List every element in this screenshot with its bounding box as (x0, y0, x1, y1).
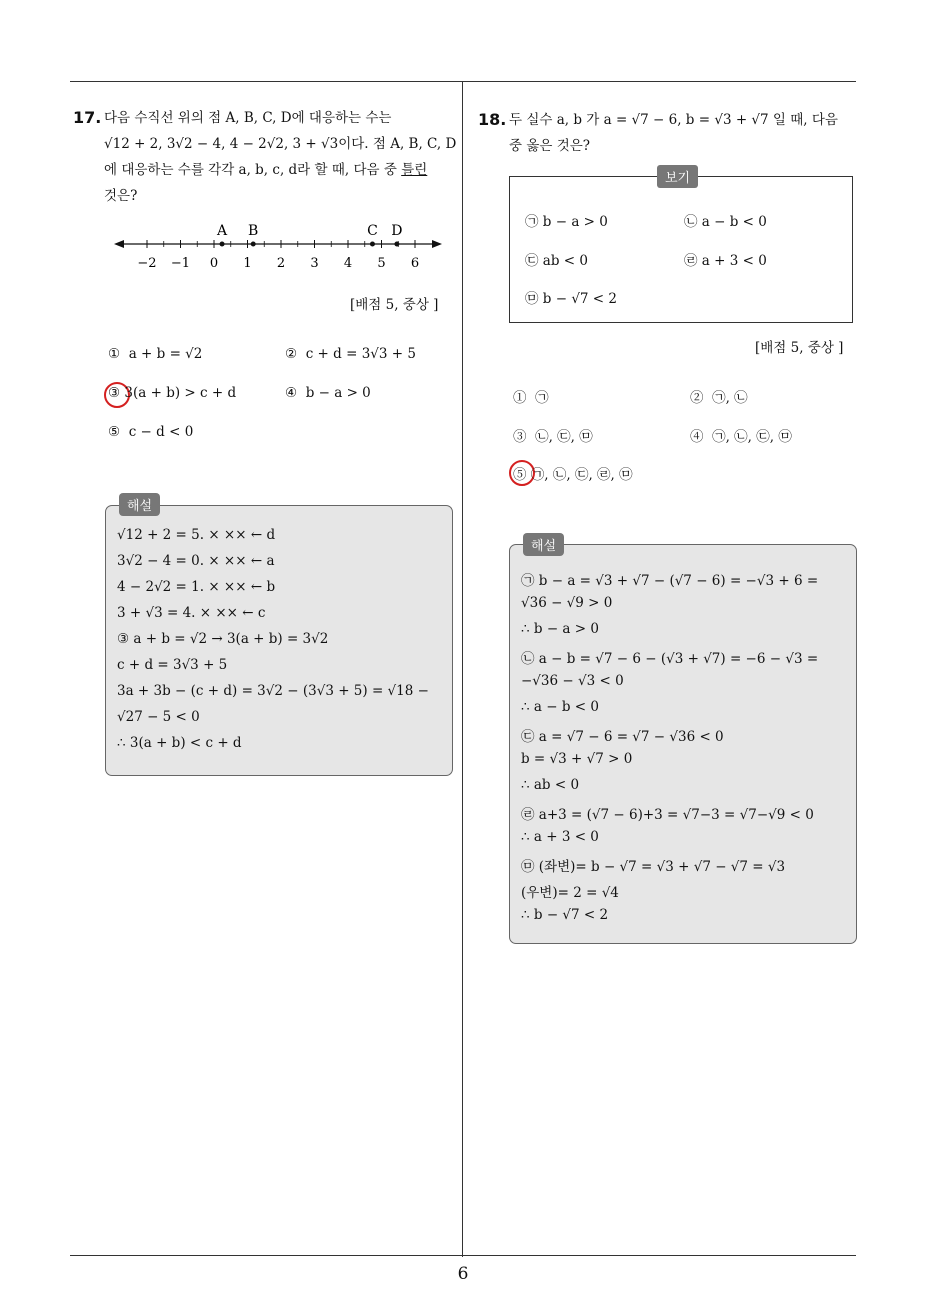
question-17-line-2: √12 + 2, 3√2 − 4, 4 − 2√2, 3 + √3이다. 점 A, B, C, D (104, 136, 457, 152)
q18-choice-2-text: ㉠, ㉡ (712, 390, 748, 406)
number-line-tick-label: 5 (377, 256, 386, 271)
number-line-point (251, 242, 256, 247)
q17-choice-5-num: ⑤ (108, 424, 121, 440)
q18-solution-tag: 해설 (523, 533, 564, 556)
q17-choice-4-text: b − a > 0 (305, 385, 371, 401)
q17-choice-4[interactable] (285, 385, 371, 401)
number-line-left-arrow (114, 240, 124, 248)
q17-solution-line-3: 4 − 2√2 = 1. × ×× ← b (117, 579, 276, 595)
question-18-line-2: 중 옳은 것은? (509, 138, 591, 154)
q17-choice-3[interactable] (108, 385, 236, 401)
q17-choice-1[interactable] (108, 346, 202, 362)
number-line-tick-label: 1 (243, 256, 252, 271)
bottom-rule (70, 1255, 856, 1256)
question-17-score: [배점 5, 중상 ] (350, 297, 439, 313)
q18-solution-line-4: ㉡ a − b = √7 − 6 − (√3 + √7) = −6 − √3 = (521, 651, 819, 667)
q17-choice-1-text: a + b = √2 (128, 346, 203, 362)
number-line-point (220, 242, 225, 247)
q17-solution-line-9: ∴ 3(a + b) < c + d (117, 735, 242, 751)
top-rule (70, 81, 856, 82)
q17-solution-line-6: c + d = 3√3 + 5 (117, 657, 228, 673)
question-18-line-1: 두 실수 a, b 가 a = √7 − 6, b = √3 + √7 일 때, 다음 (509, 112, 838, 128)
number-line-right-arrow (432, 240, 442, 248)
number-line-tick-label: 3 (310, 256, 319, 271)
bogi-item-3: ㉢ ab < 0 (525, 253, 588, 269)
column-divider (462, 82, 463, 1257)
q18-choice-4-text: ㉠, ㉡, ㉢, ㉤ (712, 429, 792, 445)
q18-solution-line-11: ∴ a + 3 < 0 (521, 829, 599, 845)
question-17-line-3-text: 에 대응하는 수를 각각 a, b, c, d라 할 때, 다음 중 (104, 162, 397, 178)
question-17-line-4: 것은? (104, 188, 138, 204)
q17-choice-2-text: c + d = 3√3 + 5 (305, 346, 416, 362)
number-line-tick-label: 2 (276, 256, 286, 271)
question-17-number: 17. (73, 108, 102, 127)
bogi-item-4: ㉣ a + 3 < 0 (684, 253, 767, 269)
q17-solution-line-5: ③ a + b = √2 → 3(a + b) = 3√2 (117, 631, 329, 647)
question-18-number: 18. (478, 110, 507, 129)
q18-choice-3-text: ㉡, ㉢, ㉤ (535, 429, 593, 445)
question-17-underlined-word: 틀린 (401, 162, 428, 178)
number-line-point (370, 242, 375, 247)
q17-choice-2[interactable] (285, 346, 416, 362)
q17-choice-5[interactable] (108, 424, 193, 440)
bogi-item-2: ㉡ a − b < 0 (684, 214, 767, 230)
number-line-point-label: D (391, 223, 403, 239)
page-number: 6 (457, 1264, 469, 1284)
q18-choice-4[interactable] (690, 425, 792, 445)
number-line-point-label: B (248, 223, 259, 239)
q18-choice-5-text: ㉠, ㉡, ㉢, ㉣, ㉤ (530, 467, 633, 483)
bogi-tag: 보기 (657, 165, 698, 188)
q17-choice-2-num: ② (285, 346, 298, 362)
q18-solution-line-3: ∴ b − a > 0 (521, 621, 599, 637)
q18-solution-line-12: ㉤ (좌변)= b − √7 = √3 + √7 − √7 = √3 (521, 859, 786, 875)
number-line-point (394, 242, 399, 247)
number-line-point-label: C (367, 223, 378, 239)
number-line-points (216, 223, 403, 247)
q18-choice-5[interactable] (513, 463, 633, 483)
q18-solution-line-10: ㉣ a+3 = (√7 − 6)+3 = √7−3 = √7−√9 < 0 (521, 807, 814, 823)
q18-solution-line-13: (우변)= 2 = √4 (521, 885, 619, 901)
q18-choice-4-num: ④ (690, 429, 704, 445)
number-line-tick-label: 4 (343, 256, 353, 271)
q18-choice-5-num: ⑤ (513, 467, 527, 483)
q17-solution-line-2: 3√2 − 4 = 0. × ×× ← a (117, 553, 275, 569)
q18-choice-3[interactable] (513, 425, 593, 445)
q18-solution-line-8: b = √3 + √7 > 0 (521, 751, 633, 767)
q18-solution-line-6: ∴ a − b < 0 (521, 699, 599, 715)
q18-solution-line-14: ∴ b − √7 < 2 (521, 907, 609, 923)
number-line-tick-label: −1 (170, 256, 191, 271)
q18-choice-2-num: ② (690, 390, 704, 406)
q17-choice-5-text: c − d < 0 (128, 424, 194, 440)
number-line-point-label: A (216, 223, 228, 239)
question-18-score: [배점 5, 중상 ] (755, 340, 844, 356)
q17-solution-line-7: 3a + 3b − (c + d) = 3√2 − (3√3 + 5) = √18 − (117, 683, 429, 699)
q18-solution-line-7: ㉢ a = √7 − 6 = √7 − √36 < 0 (521, 729, 724, 745)
q18-choice-1-text: ㉠ (535, 390, 549, 406)
q18-choice-1[interactable] (513, 386, 549, 406)
q17-solution-line-1: √12 + 2 = 5. × ×× ← d (117, 527, 276, 543)
q18-choice-2[interactable] (690, 386, 748, 406)
q18-solution-line-9: ∴ ab < 0 (521, 777, 580, 793)
question-17-line-1: 다음 수직선 위의 점 A, B, C, D에 대응하는 수는 (104, 110, 392, 126)
q17-solution-line-8: √27 − 5 < 0 (117, 709, 200, 725)
q18-choice-3-num: ③ (513, 429, 527, 445)
q17-choice-3-text: 3(a + b) > c + d (124, 385, 237, 401)
number-line-tick-label: −2 (137, 256, 157, 271)
bogi-item-5: ㉤ b − √7 < 2 (525, 291, 618, 307)
q18-solution-line-5: −√36 − √3 < 0 (521, 673, 624, 689)
q18-solution-line-1: ㉠ b − a = √3 + √7 − (√7 − 6) = −√3 + 6 = (521, 573, 819, 589)
bogi-item-1: ㉠ b − a > 0 (525, 214, 608, 230)
q17-choice-4-num: ④ (285, 385, 298, 401)
number-line-tick-label: 6 (410, 256, 420, 271)
q17-choice-1-num: ① (108, 346, 121, 362)
number-line-tick-label: 0 (209, 256, 219, 271)
q18-choice-1-num: ① (513, 390, 527, 406)
number-line (112, 220, 452, 280)
question-17-line-3 (104, 159, 427, 181)
number-line-ticks (137, 240, 419, 271)
q17-choice-3-num: ③ (108, 385, 121, 401)
q17-solution-line-4: 3 + √3 = 4. × ×× ← c (117, 605, 266, 621)
q17-solution-tag: 해설 (119, 493, 160, 516)
q18-solution-line-2: √36 − √9 > 0 (521, 595, 613, 611)
